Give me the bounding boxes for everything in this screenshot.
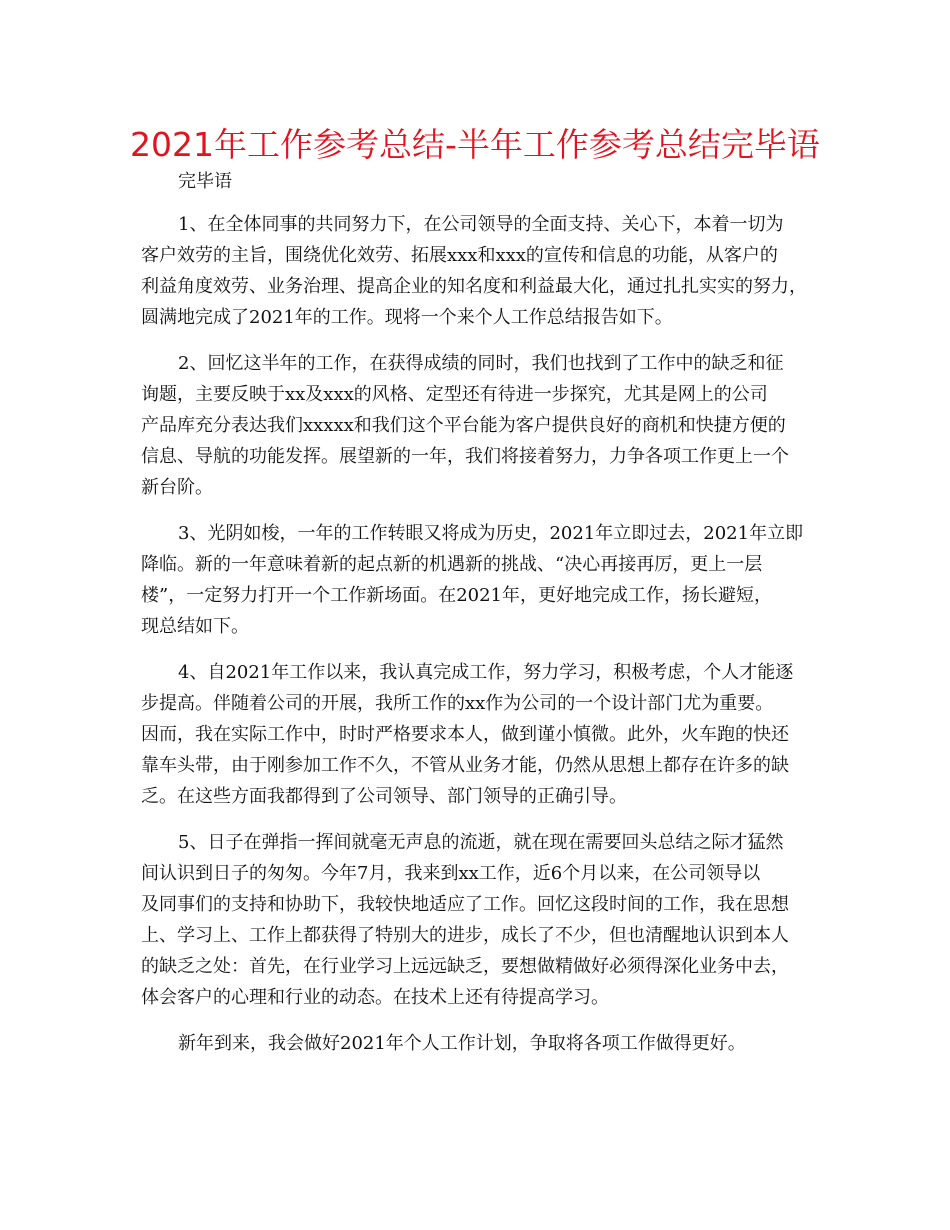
paragraph-6	[141, 1028, 831, 1059]
paragraph-line: 客户效劳的主旨，围绕优化效劳、拓展xxx和xxx的宣传和信息的功能，从客户的	[141, 245, 778, 266]
paragraph-line: 步提高。伴随着公司的开展，我所工作的xx作为公司的一个设计部门尤为重要。	[141, 693, 774, 714]
paragraph-line: 上、学习上、工作上都获得了特别大的进步，成长了不少，但也清醒地认识到本人	[141, 925, 789, 946]
paragraph-line: 4、自2021年工作以来，我认真完成工作，努力学习，积极考虑，个人才能逐	[178, 662, 794, 683]
paragraph-line: 楼”，一定努力打开一个工作新场面。在2021年，更好地完成工作，扬长避短，	[141, 585, 773, 606]
paragraph-line: 乏。在这些方面我都得到了公司领导、部门领导的正确引导。	[141, 786, 627, 807]
paragraph-5	[141, 827, 831, 1013]
paragraph-line: 圆满地完成了2021年的工作。现将一个来个人工作总结报告如下。	[141, 307, 673, 328]
paragraph-line: 5、日子在弹指一挥间就毫无声息的流逝，就在现在需要回头总结之际才猛然	[178, 832, 784, 853]
paragraph-line: 及同事们的支持和协助下，我较快地适应了工作。回忆这段时间的工作，我在思想	[141, 894, 789, 915]
paragraph-line: 新台阶。	[141, 477, 213, 498]
paragraph-line: 1、在全体同事的共同努力下，在公司领导的全面支持、关心下，本着一切为	[178, 214, 784, 235]
paragraph-line: 的缺乏之处：首先，在行业学习上远远缺乏，要想做精做好必须得深化业务中去，	[141, 956, 789, 977]
paragraph-1	[141, 209, 831, 333]
paragraph-line: 2、回忆这半年的工作，在获得成绩的同时，我们也找到了工作中的缺乏和征	[178, 353, 784, 374]
paragraph-line: 降临。新的一年意味着新的起点新的机遇新的挑战、“决心再接再厉，更上一层	[141, 554, 763, 575]
paragraph-3	[141, 518, 831, 642]
paragraph-line: 产品库充分表达我们xxxxx和我们这个平台能为客户提供良好的商机和快捷方便的	[141, 415, 786, 436]
paragraph-line: 现总结如下。	[141, 616, 249, 637]
document-subtitle: 完毕语	[178, 171, 232, 192]
paragraph-line: 询题，主要反映于xx及xxx的风格、定型还有待进一步探究，尤其是网上的公司	[141, 384, 768, 405]
paragraph-line: 间认识到日子的匆匆。今年7月，我来到xx工作，近6个月以来，在公司领导以	[141, 863, 761, 884]
document-title: 2021年工作参考总结-半年工作参考总结完毕语	[130, 125, 820, 164]
paragraph-4	[141, 657, 831, 812]
paragraph-2	[141, 348, 831, 503]
paragraph-line: 3、光阴如梭，一年的工作转眼又将成为历史，2021年立即过去，2021年立即	[178, 523, 804, 544]
paragraph-line: 靠车头带，由于刚参加工作不久，不管从业务才能，仍然从思想上都存在许多的缺	[141, 755, 789, 776]
paragraph-line: 信息、导航的功能发挥。展望新的一年，我们将接着努力，力争各项工作更上一个	[141, 446, 789, 467]
document-body	[141, 166, 831, 1059]
paragraph-line: 利益角度效劳、业务治理、提高企业的知名度和利益最大化，通过扎扎实实的努力，	[141, 276, 807, 297]
paragraph-line: 因而，我在实际工作中，时时严格要求本人，做到谨小慎微。此外，火车跑的快还	[141, 724, 789, 745]
paragraph-line: 体会客户的心理和行业的动态。在技术上还有待提高学习。	[141, 987, 609, 1008]
paragraph-line: 新年到来，我会做好2021年个人工作计划，争取将各项工作做得更好。	[178, 1033, 746, 1054]
